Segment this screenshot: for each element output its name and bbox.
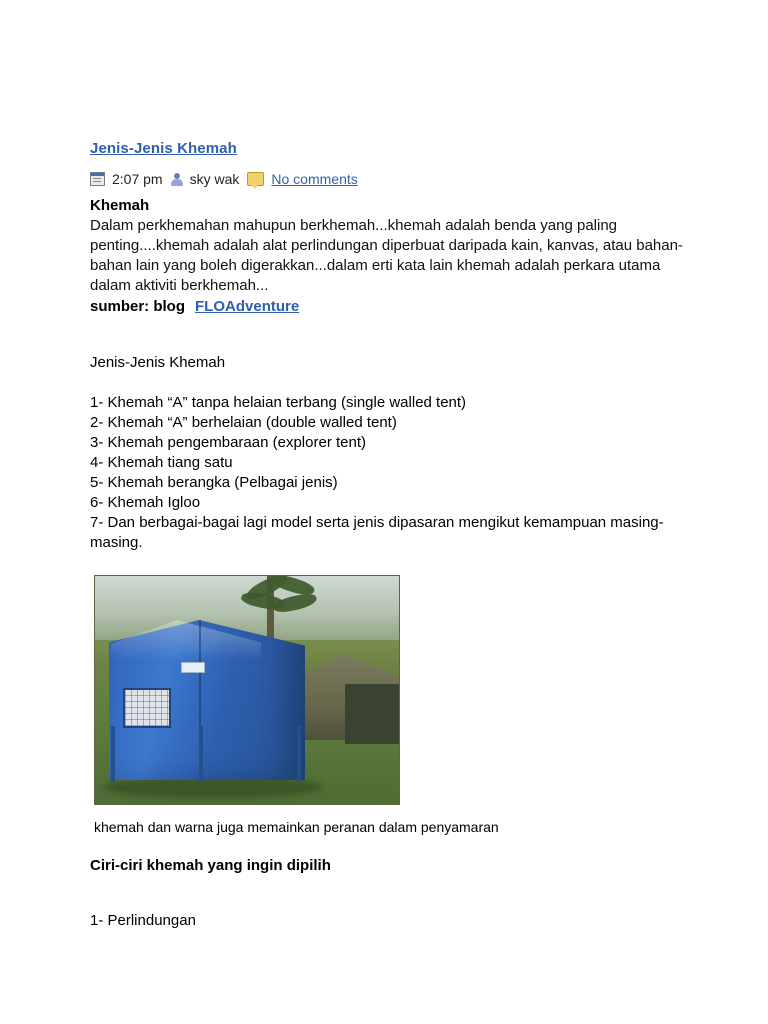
last-list-item: 1- Perlindungan [90, 912, 196, 929]
list-item: 7- Dan berbagai-bagai lagi model serta jenis dipasaran mengikut kemampuan masing-masing. [90, 514, 664, 551]
intro-paragraph: Dalam perkhemahan mahupun berkhemah...khemah adalah benda yang paling penting....khemah adalah alat perlindungan diperbuat daripada kain, kanvas, atau bahan-bahan lain yang boleh digerakkan...dalam erti kata lain khemah adalah perkara utama dalam aktiviti berkhemah... [90, 217, 683, 294]
post-time: 2:07 pm [112, 171, 163, 187]
list-item: 6- Khemah Igloo [90, 494, 201, 511]
person-icon [171, 173, 183, 186]
list-item: 2- Khemah “A” berhelaian (double walled tent) [90, 414, 397, 431]
comment-icon [247, 172, 264, 186]
tent-pole [199, 726, 203, 782]
tent-photo [94, 575, 400, 805]
post-content [90, 140, 690, 929]
list-title: Jenis-Jenis Khemah [90, 354, 226, 371]
tent-pole [297, 726, 301, 782]
sub-heading: Ciri-ciri khemah yang ingin dipilih [90, 857, 331, 874]
calendar-icon [90, 172, 105, 186]
source-line [90, 298, 690, 315]
image-caption: khemah dan warna juga memainkan peranan dalam penyamaran [94, 819, 499, 835]
post-author: sky wak [189, 171, 240, 187]
tent-pole [111, 726, 115, 782]
source-link[interactable]: FLOAdventure [195, 298, 300, 315]
no-comments-link[interactable]: No comments [271, 171, 358, 187]
background-hut [345, 684, 399, 744]
tent-window [123, 688, 171, 728]
list-item: 5- Khemah berangka (Pelbagai jenis) [90, 474, 338, 491]
list-item: 3- Khemah pengembaraan (explorer tent) [90, 434, 366, 451]
photo-background [95, 576, 399, 804]
sky-region [95, 576, 399, 640]
post-meta [90, 171, 690, 187]
post-title-link[interactable]: Jenis-Jenis Khemah [90, 140, 237, 157]
list-item: 4- Khemah tiang satu [90, 454, 233, 471]
source-label: sumber: blog [90, 298, 186, 315]
spacer [90, 315, 690, 353]
section-heading: Khemah [90, 197, 150, 214]
tent-types-list [90, 393, 690, 553]
list-item: 1- Khemah “A” tanpa helaian terbang (single walled tent) [90, 394, 467, 411]
tent-label-patch [181, 662, 205, 673]
